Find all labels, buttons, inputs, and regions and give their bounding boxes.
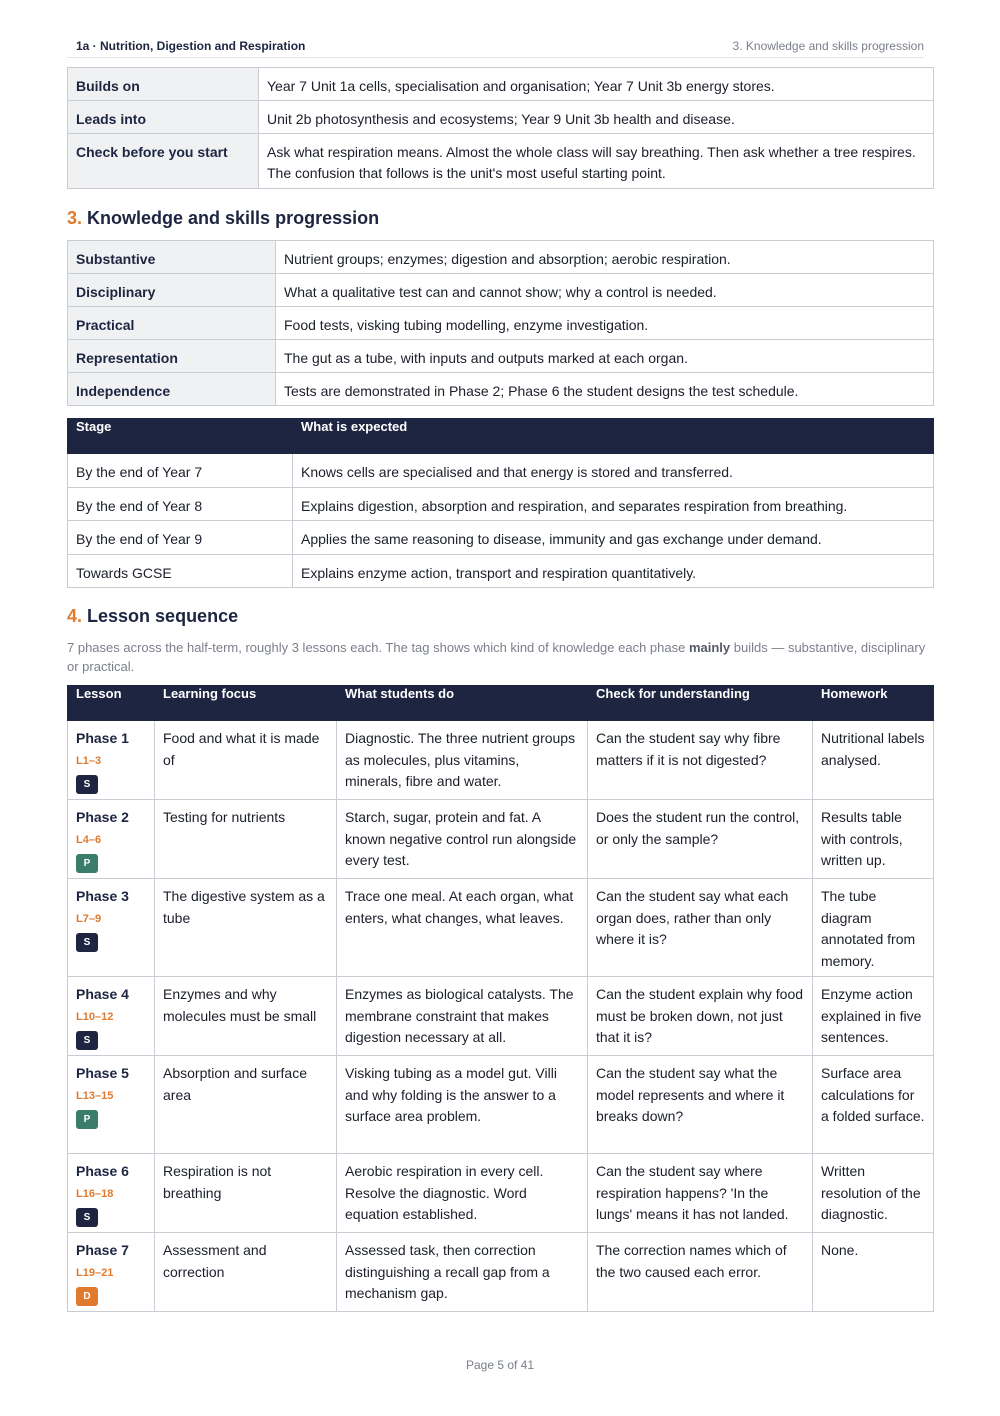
knowledge-label: Substantive: [68, 241, 276, 274]
stage-cell: By the end of Year 8: [68, 488, 293, 521]
lesson-range: L1–3: [76, 754, 102, 767]
focus-cell: Enzymes and why molecules must be small: [155, 977, 337, 1056]
stage-row: [68, 488, 934, 521]
stage-column-header: Stage: [68, 419, 293, 454]
lesson-range: L7–9: [76, 912, 102, 925]
context-row: [68, 134, 934, 189]
stage-cell: By the end of Year 7: [68, 454, 293, 488]
knowledge-row: [68, 241, 934, 274]
focus-cell: The digestive system as a tube: [155, 879, 337, 977]
lesson-column-header: Lesson: [68, 686, 155, 721]
section-4-heading: [67, 606, 238, 627]
activity-cell: Diagnostic. The three nutrient groups as molecules, plus vitamins, minerals, fibre and water.: [337, 721, 588, 800]
lesson-sequence-intro: [67, 638, 927, 676]
lesson-row: [68, 1154, 934, 1233]
check-cell: Can the student explain why food must be broken down, not just that it is?: [588, 977, 813, 1056]
lesson-cell: [68, 1154, 155, 1233]
knowledge-row: [68, 307, 934, 340]
section-heading-text: Knowledge and skills progression: [87, 208, 380, 228]
lesson-range: L16–18: [76, 1187, 114, 1200]
activity-cell: Assessed task, then correction distinguishing a recall gap from a mechanism gap.: [337, 1233, 588, 1312]
lesson-row: [68, 1056, 934, 1154]
activity-cell: Trace one meal. At each organ, what enters, what changes, what leaves.: [337, 879, 588, 977]
knowledge-label: Practical: [68, 307, 276, 340]
phase-name: Phase 6: [76, 1163, 129, 1179]
intro-text: builds — substantive, disciplinary or practical.: [67, 640, 926, 674]
context-label: Check before you start: [68, 134, 259, 189]
lesson-cell: [68, 1056, 155, 1154]
homework-cell: Enzyme action explained in five sentences.: [813, 977, 934, 1056]
homework-cell: Written resolution of the diagnostic.: [813, 1154, 934, 1233]
knowledge-tag-badge: S: [76, 1208, 98, 1227]
check-cell: Can the student say why fibre matters if it is not digested?: [588, 721, 813, 800]
page-number: Page 5 of 41: [465, 1358, 535, 1372]
context-row: [68, 101, 934, 134]
knowledge-value: Food tests, visking tubing modelling, enzyme investigation.: [276, 307, 934, 340]
lesson-row: [68, 800, 934, 879]
lesson-range: L10–12: [76, 1010, 114, 1023]
section-number: 4.: [67, 606, 83, 626]
homework-cell: Nutritional labels analysed.: [813, 721, 934, 800]
knowledge-label: Independence: [68, 373, 276, 406]
knowledge-row: [68, 274, 934, 307]
check-column-header: Check for understanding: [588, 686, 813, 721]
focus-cell: Testing for nutrients: [155, 800, 337, 879]
phase-name: Phase 1: [76, 730, 129, 746]
check-cell: Can the student say what the model represents and where it breaks down?: [588, 1056, 813, 1154]
check-cell: Does the student run the control, or only the sample?: [588, 800, 813, 879]
homework-column-header: Homework: [813, 686, 934, 721]
homework-cell: Results table with controls, written up.: [813, 800, 934, 879]
running-header: [67, 37, 924, 58]
phase-name: Phase 7: [76, 1242, 129, 1258]
activity-cell: Starch, sugar, protein and fat. A known negative control run alongside every test.: [337, 800, 588, 879]
lesson-range: L4–6: [76, 833, 102, 846]
focus-cell: Assessment and correction: [155, 1233, 337, 1312]
stage-row: [68, 555, 934, 588]
knowledge-value: Nutrient groups; enzymes; digestion and absorption; aerobic respiration.: [276, 241, 934, 274]
phase-name: Phase 5: [76, 1065, 129, 1081]
focus-column-header: Learning focus: [155, 686, 337, 721]
lesson-row: [68, 1233, 934, 1312]
lesson-range: L13–15: [76, 1089, 114, 1102]
unit-title: 1a · Nutrition, Digestion and Respiration: [76, 39, 306, 53]
knowledge-value: Tests are demonstrated in Phase 2; Phase 6 the student designs the test schedule.: [276, 373, 934, 406]
knowledge-value: What a qualitative test can and cannot show; why a control is needed.: [276, 274, 934, 307]
context-label: Builds on: [68, 68, 259, 101]
section-3-heading: [67, 208, 379, 229]
check-cell: The correction names which of the two caused each error.: [588, 1233, 813, 1312]
expected-cell: Knows cells are specialised and that energy is stored and transferred.: [293, 454, 934, 488]
knowledge-row: [68, 340, 934, 373]
context-label: Leads into: [68, 101, 259, 134]
phase-name: Phase 2: [76, 809, 129, 825]
section-heading-text: Lesson sequence: [87, 606, 239, 626]
stage-cell: Towards GCSE: [68, 555, 293, 588]
homework-cell: None.: [813, 1233, 934, 1312]
knowledge-tag-badge: S: [76, 775, 98, 794]
knowledge-tag-badge: P: [76, 1110, 98, 1129]
stage-cell: By the end of Year 9: [68, 521, 293, 555]
lesson-range: L19–21: [76, 1266, 114, 1279]
knowledge-label: Representation: [68, 340, 276, 373]
context-value: Unit 2b photosynthesis and ecosystems; Year 9 Unit 3b health and disease.: [259, 101, 934, 134]
lesson-row: [68, 721, 934, 800]
knowledge-tag-badge: S: [76, 933, 98, 952]
context-table: [67, 67, 934, 189]
check-cell: Can the student say where respiration happens? 'In the lungs' means it has not landed.: [588, 1154, 813, 1233]
focus-cell: Food and what it is made of: [155, 721, 337, 800]
homework-cell: The tube diagram annotated from memory.: [813, 879, 934, 977]
section-title: 3. Knowledge and skills progression: [732, 39, 924, 53]
intro-text: 7 phases across the half-term, roughly 3 lessons each. The tag shows which kind of knowledge each phase: [67, 640, 689, 655]
lesson-cell: [68, 1233, 155, 1312]
lesson-table: [67, 685, 934, 1312]
knowledge-label: Disciplinary: [68, 274, 276, 307]
context-row: [68, 68, 934, 101]
focus-cell: Absorption and surface area: [155, 1056, 337, 1154]
activity-cell: Aerobic respiration in every cell. Resolve the diagnostic. Word equation established.: [337, 1154, 588, 1233]
knowledge-value: The gut as a tube, with inputs and outputs marked at each organ.: [276, 340, 934, 373]
knowledge-table: [67, 240, 934, 406]
expected-column-header: What is expected: [293, 419, 934, 454]
expected-cell: Explains enzyme action, transport and respiration quantitatively.: [293, 555, 934, 588]
stage-row: [68, 454, 934, 488]
phase-name: Phase 4: [76, 986, 129, 1002]
knowledge-tag-badge: P: [76, 854, 98, 873]
phase-name: Phase 3: [76, 888, 129, 904]
lesson-cell: [68, 879, 155, 977]
knowledge-row: [68, 373, 934, 406]
lesson-cell: [68, 721, 155, 800]
stage-table: [67, 418, 934, 588]
activity-cell: Enzymes as biological catalysts. The membrane constraint that makes digestion necessary at all.: [337, 977, 588, 1056]
knowledge-tag-badge: D: [76, 1287, 98, 1306]
homework-cell: Surface area calculations for a folded surface.: [813, 1056, 934, 1154]
intro-emphasis: mainly: [688, 640, 731, 655]
check-cell: Can the student say what each organ does, rather than only where it is?: [588, 879, 813, 977]
lesson-row: [68, 879, 934, 977]
activity-column-header: What students do: [337, 686, 588, 721]
activity-cell: Visking tubing as a model gut. Villi and why folding is the answer to a surface area problem.: [337, 1056, 588, 1154]
lesson-cell: [68, 977, 155, 1056]
section-number: 3.: [67, 208, 83, 228]
lesson-cell: [68, 800, 155, 879]
lesson-row: [68, 977, 934, 1056]
focus-cell: Respiration is not breathing: [155, 1154, 337, 1233]
context-value: Year 7 Unit 1a cells, specialisation and organisation; Year 7 Unit 3b energy stores.: [259, 68, 934, 101]
knowledge-tag-badge: S: [76, 1031, 98, 1050]
expected-cell: Applies the same reasoning to disease, immunity and gas exchange under demand.: [293, 521, 934, 555]
context-value: Ask what respiration means. Almost the whole class will say breathing. Then ask whether a tree respires. The confusion that follows is the unit's most useful starting point.: [259, 134, 934, 189]
expected-cell: Explains digestion, absorption and respiration, and separates respiration from breathing.: [293, 488, 934, 521]
stage-row: [68, 521, 934, 555]
